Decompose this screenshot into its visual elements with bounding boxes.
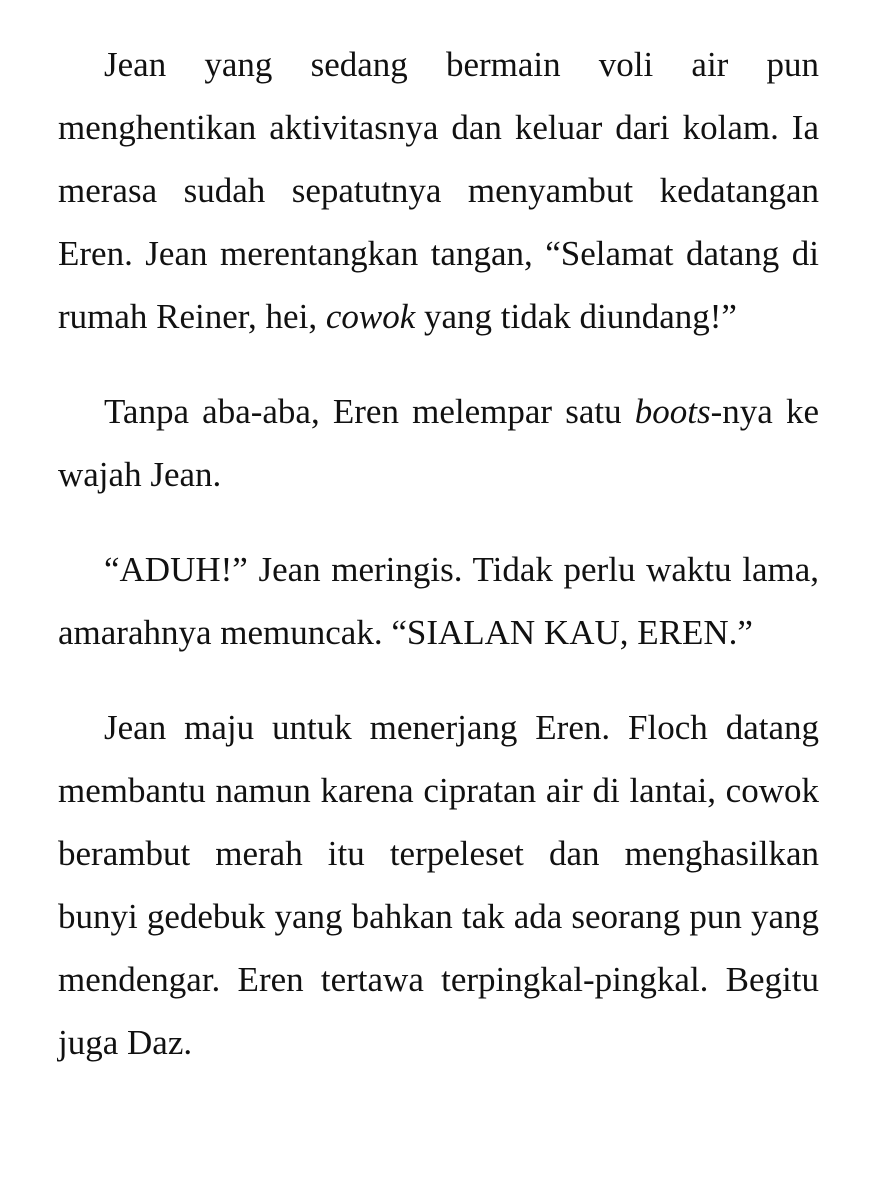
- paragraph-1-italic-word: cowok: [325, 297, 416, 336]
- paragraph-4-text: Jean maju untuk menerjang Eren. Floch datang membantu namun karena cipratan air di lantai, cowok berambut merah itu terpeleset dan menghasilkan bunyi gedebuk yang bahkan tak ada seorang pun yang mendengar. Eren tertawa terpingkal-pingkal. Begitu juga Daz.: [58, 708, 819, 1062]
- paragraph-2-italic-word: boots: [634, 392, 711, 431]
- paragraph-2-text-start: Tanpa aba-aba, Eren melempar satu: [104, 392, 635, 431]
- paragraph-1: [58, 33, 819, 348]
- paragraph-3: [58, 538, 819, 664]
- paragraph-1-text-end: yang tidak diundang!”: [415, 297, 737, 336]
- paragraph-2: [58, 380, 819, 506]
- paragraph-3-text: “ADUH!” Jean meringis. Tidak perlu waktu lama, amarahnya memuncak. “SIALAN KAU, EREN.”: [58, 550, 819, 652]
- paragraph-4: [58, 696, 819, 1074]
- paragraph-2-text-end: -nya ke wajah Jean.: [58, 392, 819, 494]
- paragraph-1-text-start: Jean yang sedang bermain voli air pun menghentikan aktivitasnya dan keluar dari kolam. Ia merasa sudah sepatutnya menyambut kedatangan Eren. Jean merentangkan tangan, “Selamat datang di rumah Reiner, hei,: [58, 45, 819, 336]
